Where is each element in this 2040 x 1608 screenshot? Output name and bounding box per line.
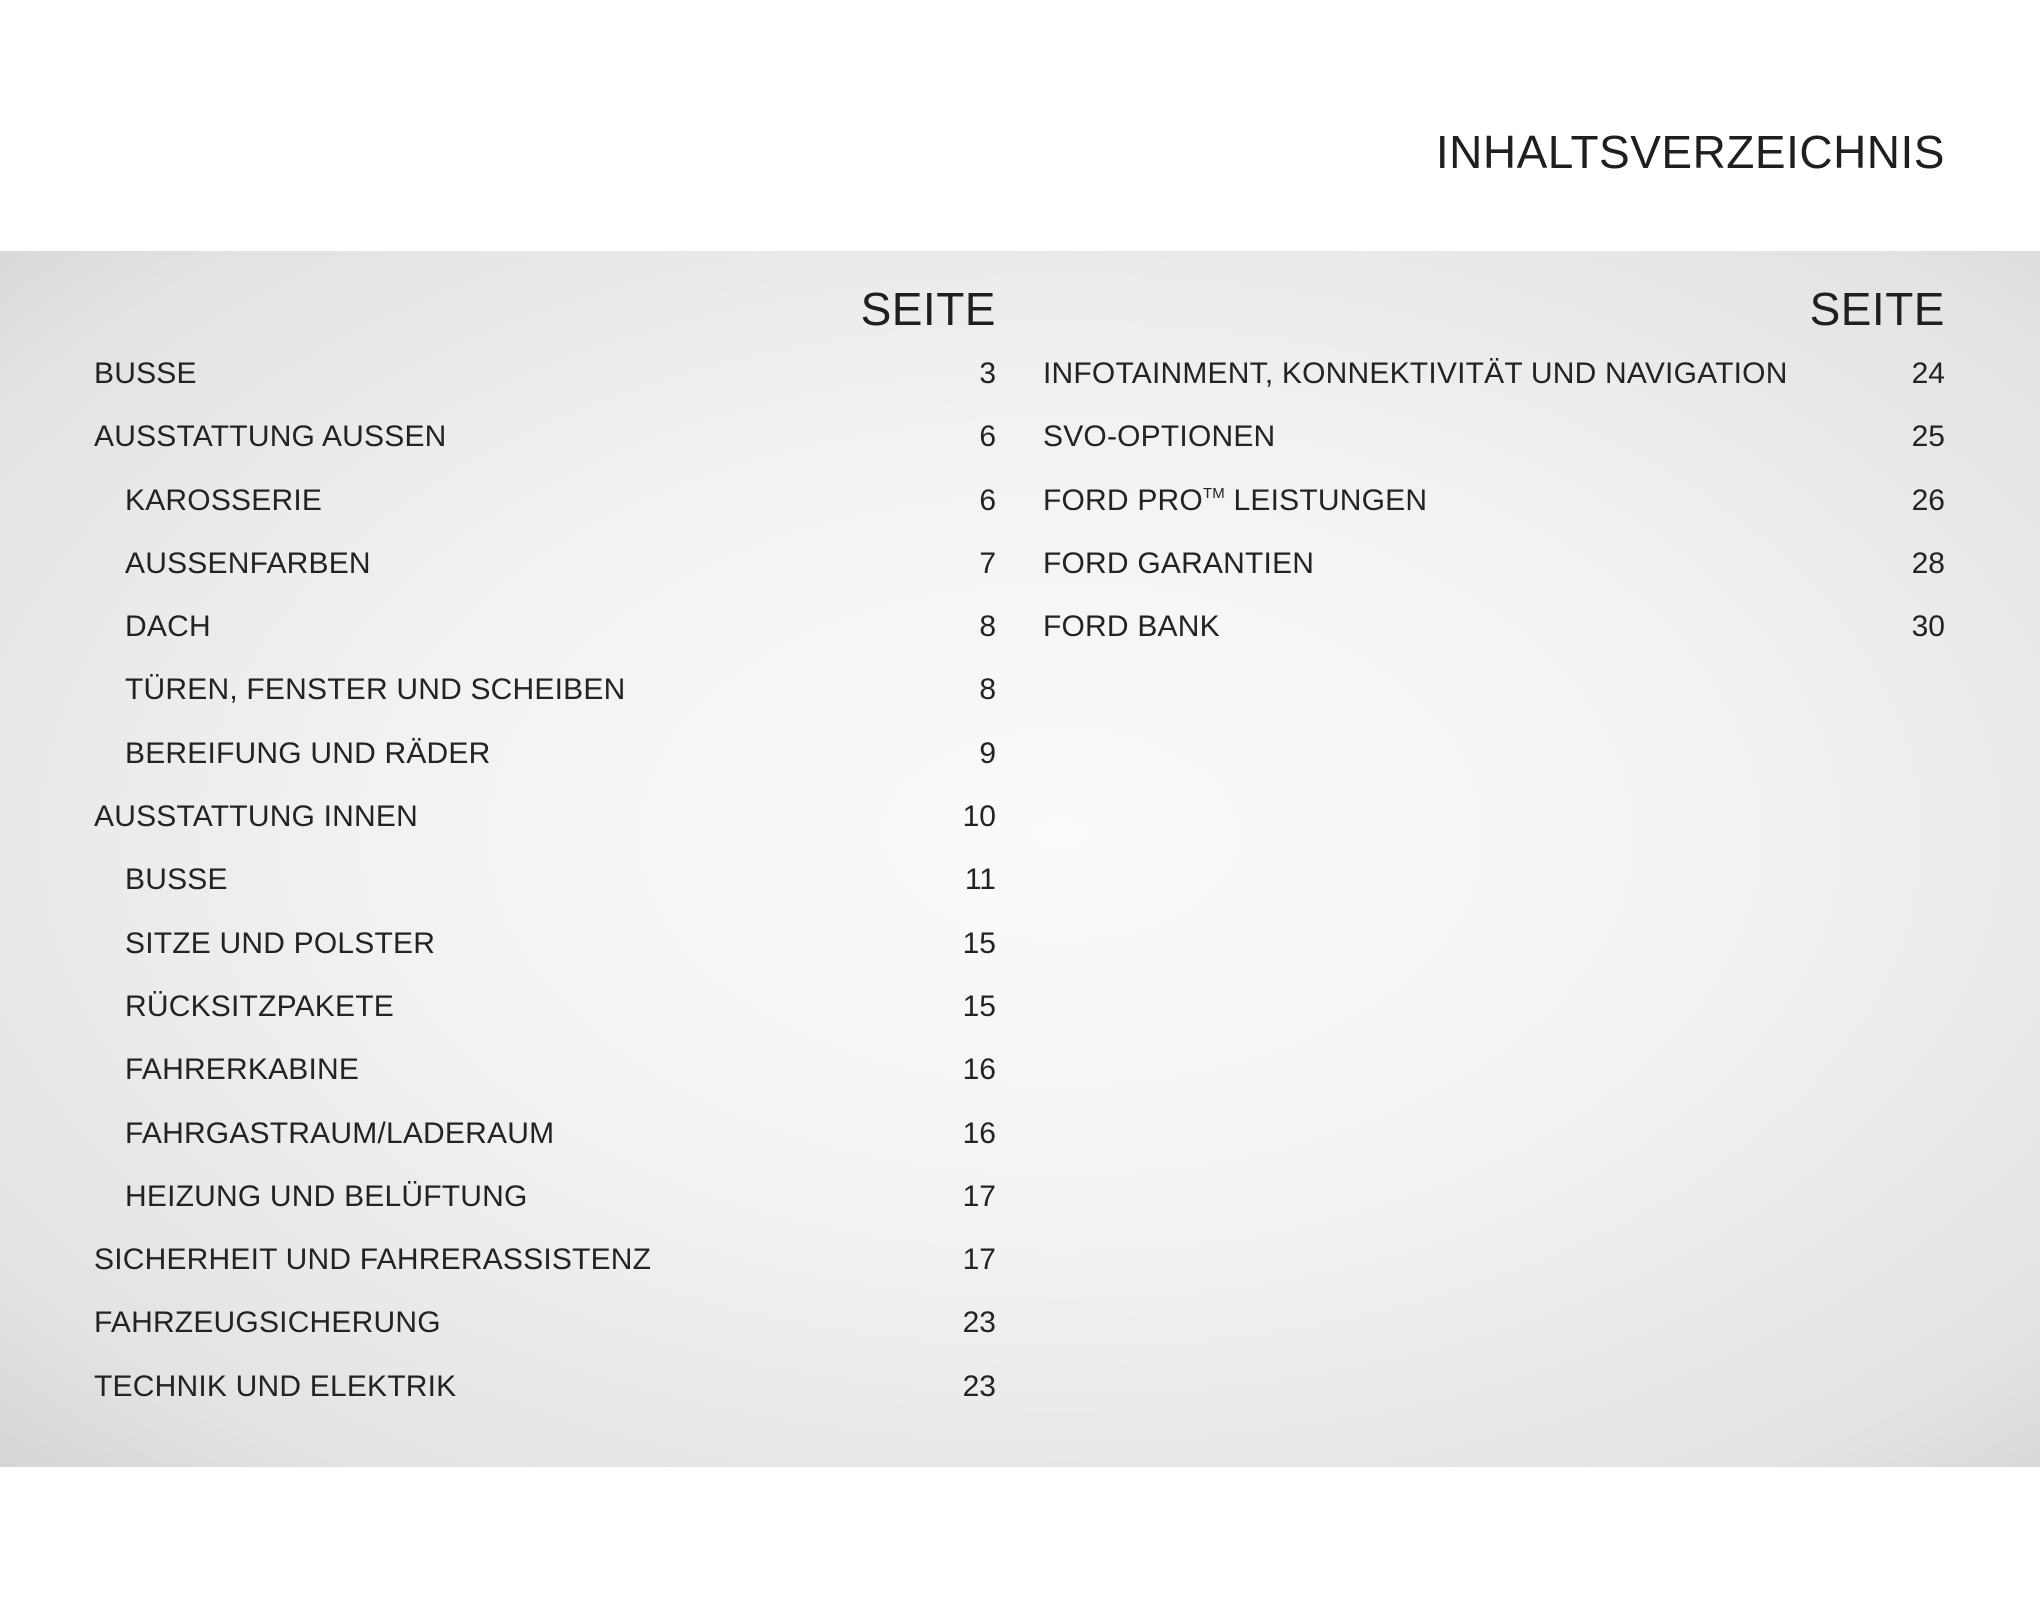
toc-entry[interactable] <box>94 476 996 539</box>
trademark-mark: TM <box>1202 484 1225 502</box>
toc-entry-label: RÜCKSITZPAKETE <box>125 989 394 1023</box>
toc-entry[interactable] <box>94 349 996 412</box>
toc-entry-page-number: 10 <box>962 800 996 834</box>
toc-entry-page-number: 16 <box>962 1116 996 1150</box>
toc-entry-label: TÜREN, FENSTER UND SCHEIBEN <box>125 673 626 707</box>
toc-entry-page-number: 28 <box>1911 546 1945 580</box>
toc-entry-label: SITZE UND POLSTER <box>125 926 436 960</box>
toc-entry-page-number: 6 <box>979 483 996 517</box>
toc-entry-label: HEIZUNG UND BELÜFTUNG <box>125 1179 528 1213</box>
toc-entry-label: BEREIFUNG UND RÄDER <box>125 736 491 770</box>
toc-entry[interactable] <box>94 855 996 918</box>
toc-entry-label: TECHNIK UND ELEKTRIK <box>94 1369 457 1403</box>
toc-entry-page-number: 7 <box>979 546 996 580</box>
toc-entry-page-number: 6 <box>979 420 996 454</box>
toc-entry-label: SICHERHEIT UND FAHRERASSISTENZ <box>94 1243 652 1277</box>
page-title: INHALTSVERZEICHNIS <box>1435 126 1945 178</box>
toc-entry[interactable] <box>1043 602 1945 665</box>
column-heading-page: SEITE <box>1809 283 1945 335</box>
toc-entry[interactable] <box>94 982 996 1045</box>
toc-entry[interactable] <box>1043 349 1945 412</box>
toc-entry-page-number: 8 <box>979 673 996 707</box>
toc-entry[interactable] <box>94 729 996 792</box>
toc-entry[interactable] <box>94 1298 996 1361</box>
toc-entry-page-number: 25 <box>1911 420 1945 454</box>
toc-entry-page-number: 24 <box>1911 357 1945 390</box>
toc-entry-label: FORD BANK <box>1043 610 1220 644</box>
toc-panel <box>0 251 2040 1467</box>
toc-entry[interactable] <box>94 539 996 602</box>
toc-entry-label: KAROSSERIE <box>125 483 323 517</box>
toc-entry[interactable] <box>94 1235 996 1298</box>
toc-entry-page-number: 15 <box>962 926 996 960</box>
toc-entry-page-number: 17 <box>962 1179 996 1213</box>
toc-entry-page-number: 17 <box>962 1243 996 1277</box>
toc-entry-label: FAHRZEUGSICHERUNG <box>94 1306 441 1340</box>
toc-entry[interactable] <box>94 665 996 728</box>
toc-entry-page-number: 30 <box>1911 610 1945 644</box>
toc-entry[interactable] <box>1043 476 1945 539</box>
toc-entry-page-number: 15 <box>962 989 996 1023</box>
toc-entry[interactable] <box>94 602 996 665</box>
toc-entry-label: AUSSENFARBEN <box>125 546 371 580</box>
toc-entry[interactable] <box>94 1109 996 1172</box>
toc-entry[interactable] <box>94 792 996 855</box>
toc-entry-page-number: 8 <box>979 610 996 644</box>
toc-entry[interactable] <box>1043 412 1945 475</box>
toc-entry-label: AUSSTATTUNG AUSSEN <box>94 420 447 454</box>
toc-entry-page-number: 16 <box>962 1053 996 1087</box>
toc-list-left <box>94 349 996 1425</box>
column-heading-page: SEITE <box>860 283 996 335</box>
toc-entry[interactable] <box>1043 539 1945 602</box>
toc-entry-page-number: 9 <box>979 736 996 770</box>
toc-list-right <box>1043 349 1945 665</box>
toc-entry[interactable] <box>94 1172 996 1235</box>
toc-entry-label: DACH <box>125 610 211 644</box>
toc-entry-page-number: 11 <box>964 863 996 897</box>
toc-entry-label: BUSSE <box>94 357 197 390</box>
toc-entry[interactable] <box>94 412 996 475</box>
toc-entry[interactable] <box>94 1362 996 1425</box>
toc-entry-label: FAHRGASTRAUM/LADERAUM <box>125 1116 555 1150</box>
toc-entry[interactable] <box>94 919 996 982</box>
toc-entry-page-number: 23 <box>962 1369 996 1403</box>
toc-entry-page-number: 26 <box>1911 483 1945 517</box>
toc-entry-label: INFOTAINMENT, KONNEKTIVITÄT UND NAVIGATION <box>1043 357 1788 390</box>
toc-entry-label: BUSSE <box>125 863 228 897</box>
toc-entry-label: AUSSTATTUNG INNEN <box>94 800 418 834</box>
toc-entry[interactable] <box>94 1045 996 1108</box>
toc-entry-label: FAHRERKABINE <box>125 1053 360 1087</box>
toc-entry-page-number: 23 <box>962 1306 996 1340</box>
toc-entry-label: FORD GARANTIEN <box>1043 546 1315 580</box>
toc-entry-label: FORD PRO™ LEISTUNGEN <box>1043 483 1428 517</box>
toc-entry-label: SVO-OPTIONEN <box>1043 420 1276 454</box>
toc-entry-page-number: 3 <box>979 357 996 390</box>
